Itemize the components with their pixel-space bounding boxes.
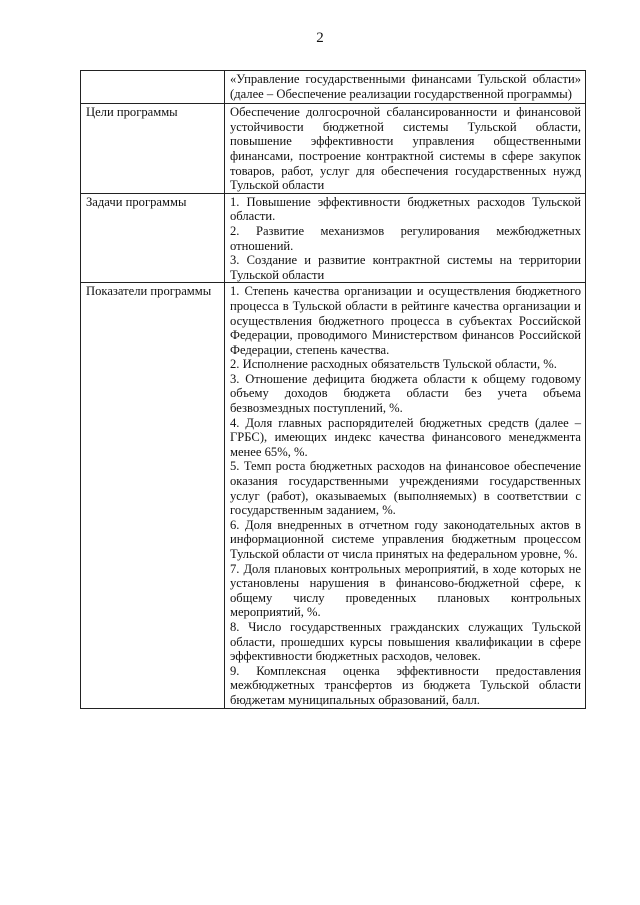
row-label: Показатели программы <box>81 283 225 708</box>
paragraph: 7. Доля плановых контрольных мероприятий, в ходе которых не установлены нарушения в финансово-бюджетной сфере, к общему числу проведенных плановых контрольных мероприятий, %. <box>230 561 581 620</box>
program-passport-table <box>80 70 586 709</box>
row-label: Цели программы <box>81 104 225 194</box>
paragraph: 2. Развитие механизмов регулирования межбюджетных отношений. <box>230 223 581 253</box>
paragraph: 9. Комплексная оценка эффективности предоставления межбюджетных трансфертов из бюджета Тульской области бюджетам муниципальных образований, балл. <box>230 663 581 707</box>
paragraph: 8. Число государственных гражданских служащих Тульской области, прошедших курсы повышения квалификации в сфере эффективности бюджетных расходов, человек. <box>230 619 581 664</box>
table-row <box>81 71 586 104</box>
paragraph: «Управление государственными финансами Тульской области» (далее – Обеспечение реализации государственной программы) <box>230 72 581 101</box>
paragraph: 4. Доля главных распорядителей бюджетных средств (далее – ГРБС), имеющих индекс качества финансового менеджмента менее 65%, %. <box>230 415 581 459</box>
row-label <box>81 71 225 104</box>
row-content <box>225 193 586 283</box>
paragraph: 1. Степень качества организации и осуществления бюджетного процесса в Тульской области в рейтинге качества организации и осуществления бюджетного процесса в субъектах Российской Федерации, проводимого Министерством финансов Российской Федерации, степень качества. <box>230 284 581 357</box>
row-content <box>225 283 586 708</box>
paragraph: 5. Темп роста бюджетных расходов на финансовое обеспечение оказания государственными учреждениями государственных услуг (работ), оказываемых (выполняемых) в соответствии с государственным заданием, %. <box>230 459 581 518</box>
paragraph: 1. Повышение эффективности бюджетных расходов Тульской области. <box>230 194 581 224</box>
table-row <box>81 283 586 708</box>
row-label: Задачи программы <box>81 193 225 283</box>
row-content <box>225 71 586 104</box>
table-row <box>81 104 586 194</box>
paragraph: 3. Создание и развитие контрактной системы на территории Тульской области <box>230 253 581 282</box>
row-content <box>225 104 586 194</box>
paragraph: 3. Отношение дефицита бюджета области к общему годовому объему доходов бюджета области без учета объема безвозмездных поступлений, %. <box>230 371 581 416</box>
paragraph: Обеспечение долгосрочной сбалансированности и финансовой устойчивости бюджетной системы Тульской области, повышение эффективности управления общественными финансами, построение контрактной системы в сфере закупок товаров, работ, услуг для обеспечения государственных нужд Тульской области <box>230 105 581 193</box>
paragraph: 6. Доля внедренных в отчетном году законодательных актов в информационной системе управления бюджетным процессом Тульской области от числа принятых на федеральном уровне, %. <box>230 517 581 561</box>
paragraph: 2. Исполнение расходных обязательств Тульской области, %. <box>230 357 557 372</box>
page-number: 2 <box>316 30 324 46</box>
table-row <box>81 193 586 283</box>
